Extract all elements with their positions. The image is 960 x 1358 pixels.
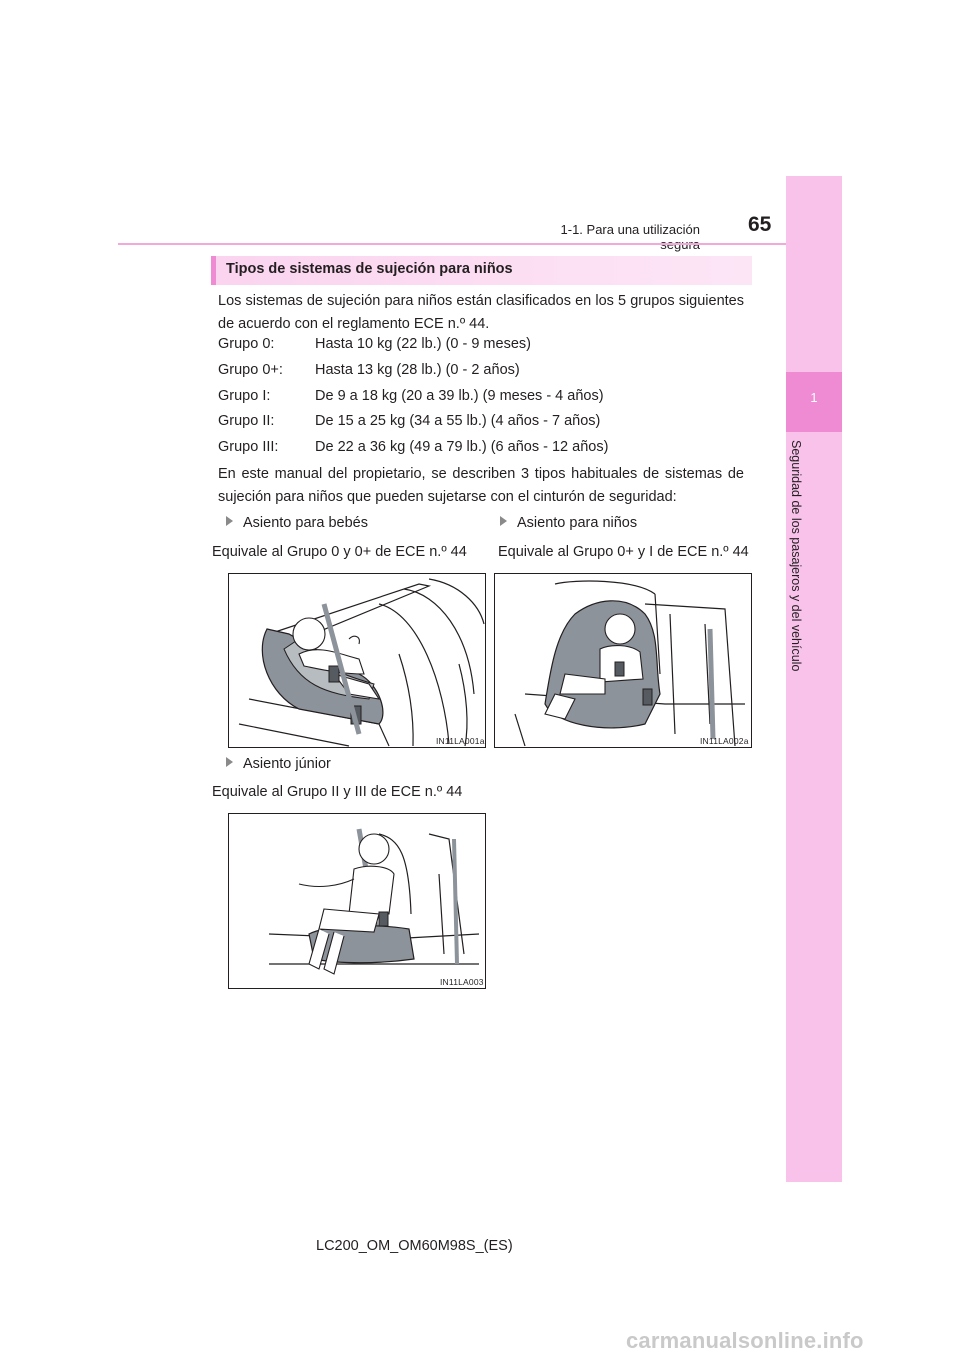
seat-type-equivalence: Equivale al Grupo II y III de ECE n.º 44 [212,784,463,800]
section-heading [211,256,752,285]
child-seat-drawing [495,574,751,747]
chapter-number-box [786,372,842,432]
header-rule [118,243,840,245]
seat-type-title: Asiento para bebés [226,515,368,531]
group-row [218,388,744,411]
triangle-bullet-icon [226,516,233,526]
group-row [218,336,744,359]
group-label: Grupo 0+: [218,362,283,378]
booster-seat-drawing [229,814,485,988]
booster-seat-illustration [228,813,486,989]
child-seat-illustration [494,573,752,748]
seat-type-title: Asiento para niños [500,515,637,531]
figure-code: IN11LA003 [440,977,484,987]
chapter-title: Seguridad de los pasajeros y del vehículo [789,440,803,672]
triangle-bullet-icon [226,757,233,767]
group-value: De 15 a 25 kg (34 a 55 lb.) (4 años - 7 años) [315,413,601,429]
figure-code: IN11LA001a [436,736,485,746]
group-value: De 22 a 36 kg (49 a 79 lb.) (6 años - 12 años) [315,439,609,455]
seat-type-equivalence: Equivale al Grupo 0 y 0+ de ECE n.º 44 [212,544,467,560]
group-label: Grupo III: [218,439,279,455]
group-row [218,362,744,385]
figure-code: IN11LA002a [700,736,749,746]
group-value: Hasta 10 kg (22 lb.) (0 - 9 meses) [315,336,531,352]
group-value: De 9 a 18 kg (20 a 39 lb.) (9 meses - 4 años) [315,388,604,404]
seat-type-title: Asiento júnior [226,756,331,772]
infant-seat-illustration [228,573,486,748]
group-label: Grupo II: [218,413,275,429]
group-row [218,439,744,462]
summary-paragraph: En este manual del propietario, se describen 3 tipos habituales de sistemas de sujeción para niños que pueden sujetarse con el cinturón de seguridad: [218,466,744,505]
infant-seat-drawing [229,574,485,747]
intro-paragraph: Los sistemas de sujeción para niños están clasificados en los 5 grupos siguientes de acuerdo con el reglamento ECE n.º 44. [218,293,744,332]
section-heading-text: Tipos de sistemas de sujeción para niños [226,261,513,277]
group-label: Grupo I: [218,388,271,404]
group-label: Grupo 0: [218,336,275,352]
group-row [218,413,744,436]
section-title: 1-1. Para una utilización [560,222,700,237]
chapter-number: 1 [810,390,818,405]
seat-type-equivalence: Equivale al Grupo 0+ y I de ECE n.º 44 [498,544,749,560]
triangle-bullet-icon [500,516,507,526]
group-value: Hasta 13 kg (28 lb.) (0 - 2 años) [315,362,520,378]
page-number: 65 [748,213,772,236]
watermark: carmanualsonline.info [626,1328,864,1353]
document-footer-code: LC200_OM_OM60M98S_(ES) [316,1238,513,1254]
